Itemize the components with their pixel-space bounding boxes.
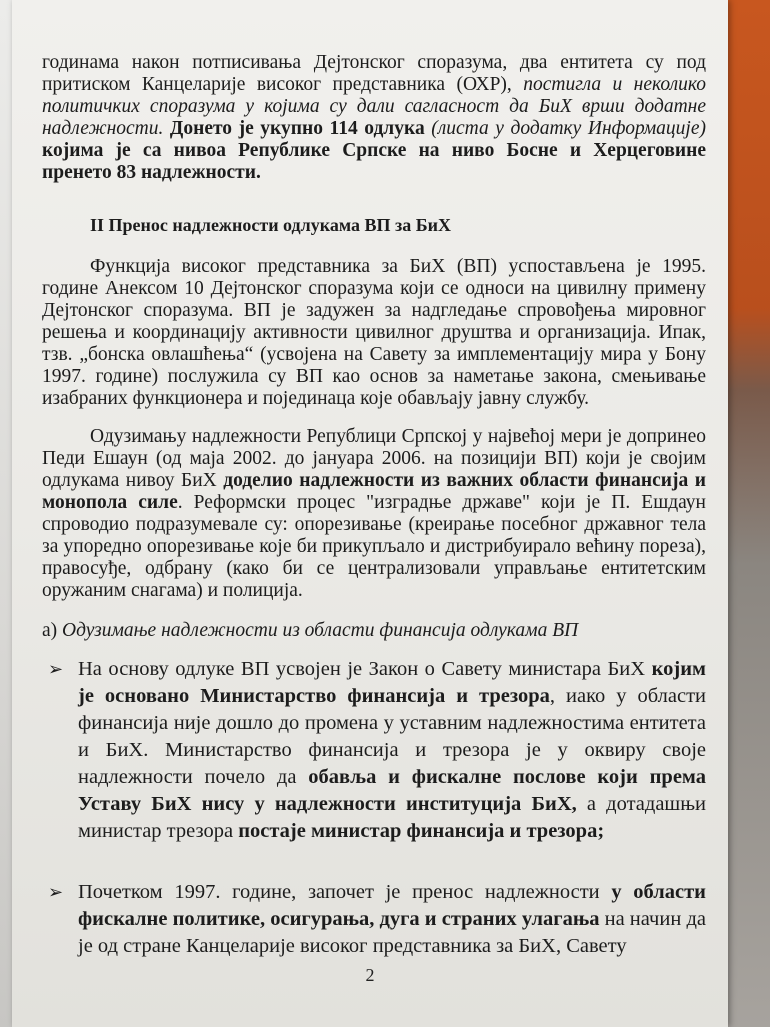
bullet-item-2 (42, 879, 706, 960)
section-heading: II Пренос надлежности одлукама ВП за БиХ (90, 215, 451, 235)
intro-text-4: (листа у додатку Информације) (431, 118, 706, 139)
intro-text-5: којима је са нивоа Републике Српске на ниво Босне и Херцеговине пренето 83 надлежности. (42, 140, 706, 183)
arrow-bullet-icon: ➢ (48, 882, 64, 902)
ashdown-text-2: доделио надлежности из важних области финансија и монопола силе (42, 470, 706, 513)
bullet1-text-2: којим је основано Министарство финансија и трезора (78, 658, 706, 707)
bullet1-text-1: На основу одлуке ВП усвојен је Закон о Савету министара БиХ (78, 658, 652, 680)
ashdown-text-3: . Реформски процес "изградње државе" који је П. Ешдаун спроводио подразумевале су: опорезивање (креирање посебног државног тела за упоредно опорезивање које би прикупљало и дистрибуирало већину пореза), правосуђе, одбрану (како би се централизовали управљање ентитетским оружаним снагама) и полиција. (42, 492, 706, 601)
ashdown-text-1: Одузимању надлежности Републици Српској у највећој мери је допринео Педи Ешаун (од маја 2002. до јануара 2006. на позицији ВП) који је својим одлукама нивоу БиХ (42, 426, 706, 491)
ashdown-paragraph (42, 426, 706, 602)
subsection-label: а) (42, 620, 63, 641)
intro-text-3: Донето је укупно 114 одлука (163, 118, 432, 139)
bullet2-text-3: на начин да је од стране Канцеларије високог представника за БиХ, Савету (78, 908, 706, 957)
bullet2-text-2: у области фискалне политике, осигурања, дуга и страних улагања (78, 881, 706, 930)
subsection-heading (42, 620, 706, 642)
arrow-bullet-icon: ➢ (48, 659, 64, 679)
intro-paragraph (42, 52, 706, 184)
intro-text-2: постигла и неколико политичких споразума у којима су дали сагласност да БиХ врши додатне надлежности. (42, 74, 707, 139)
page-content (42, 52, 706, 994)
bullet1-text-6: постаје министар финансија и трезора; (238, 820, 605, 842)
intro-text-1: годинама након потписивања Дејтонског споразума, два ентитета су под притиском Канцеларије високог представника (ОХР), (42, 52, 706, 95)
page-number: 2 (365, 965, 375, 985)
bullet1-text-3: , иако у области финансија није дошло до промена у уставним надлежностима ентитета и БиХ. Министарство финансија и трезора је у оквиру своје надлежности почело да (78, 685, 707, 788)
bullet1-text-4: обавља и фискалне послове који према Уставу БиХ нису у надлежности институција БиХ, (78, 766, 706, 815)
subsection-title: Одузимање надлежности из области финансија одлукама ВП (62, 620, 579, 641)
hr-function-paragraph: Функција високог представника за БиХ (ВП) успостављена је 1995. године Анексом 10 Дејтонског споразума који се односи на цивилну примену Дејтонског споразума. ВП је задужен за надгледање спровођења мировног решења и координацију активности цивилног друштва и организација. Ипак, тзв. „бонска овлашћења“ (усвојена на Савету за имплементацију мира у Бону 1997. године) послужила су ВП као основ за наметање закона, смењивање изабраних функционера и појединаца које обављају јавну службу. (42, 256, 706, 409)
document-page (12, 0, 728, 1027)
bullet1-text-5: а дотадашњи министар трезора (78, 793, 707, 842)
bullet-item-1 (42, 656, 706, 845)
bullet2-text-1: Почетком 1997. године, започет је пренос надлежности (78, 881, 612, 903)
